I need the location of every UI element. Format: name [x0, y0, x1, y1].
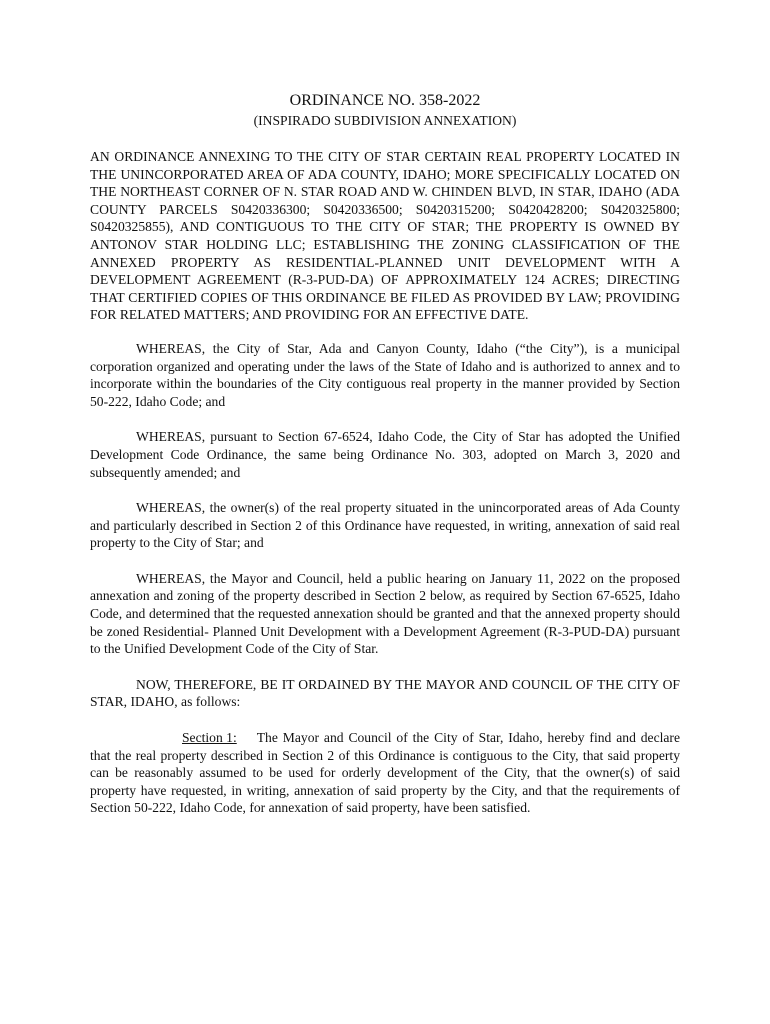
ordinance-preamble: AN ORDINANCE ANNEXING TO THE CITY OF STAR CERTAIN REAL PROPERTY LOCATED IN THE UNINCORPORATED AREA OF ADA COUNTY, IDAHO; MORE SPECIFICALLY LOCATED ON THE NORTHEAST CORNER OF N. STAR ROAD AND W. CHINDEN BLVD, IN STAR, IDAHO (ADA COUNTY PARCELS S0420336300; S0420336500; S0420315200; S0420428200; S0420325800; S0420325855), AND CONTIGUOUS TO THE CITY OF STAR; THE PROPERTY IS OWNED BY ANTONOV STAR HOLDING LLC; ESTABLISHING THE ZONING CLASSIFICATION OF THE ANNEXED PROPERTY AS RESIDENTIAL-PLANNED UNIT DEVELOPMENT WITH A DEVELOPMENT AGREEMENT (R-3-PUD-DA) OF APPROXIMATELY 124 ACRES; DIRECTING THAT CERTIFIED COPIES OF THIS ORDINANCE BE FILED AS PROVIDED BY LAW; PROVIDING FOR RELATED MATTERS; AND PROVIDING FOR AN EFFECTIVE DATE. [90, 149, 680, 323]
ordained-paragraph: NOW, THEREFORE, BE IT ORDAINED BY THE MAYOR AND COUNCIL OF THE CITY OF STAR, IDAHO, as follows: [90, 676, 680, 710]
whereas-paragraph-3: WHEREAS, the owner(s) of the real property situated in the unincorporated areas of Ada County and particularly described in Section 2 of this Ordinance have requested, in writing, annexation of said real property to the City of Star; and [90, 500, 680, 551]
whereas-paragraph-4: WHEREAS, the Mayor and Council, held a public hearing on January 11, 2022 on the proposed annexation and zoning of the property described in Section 2 below, as required by Section 67-6525, Idaho Code, and determined that the requested annexation should be granted and that the annexed property should be zoned Residential- Planned Unit Development with a Development Agreement (R-3-PUD-DA) pursuant to the Unified Development Code of the City of Star. [90, 570, 680, 657]
whereas-paragraph-2: WHEREAS, pursuant to Section 67-6524, Idaho Code, the City of Star has adopted the Unified Development Code Ordinance, the same being Ordinance No. 303, adopted on March 3, 2020 and subsequently amended; and [90, 429, 680, 480]
section-1-paragraph [90, 729, 680, 817]
document-body [90, 91, 680, 817]
ordinance-subtitle: (INSPIRADO SUBDIVISION ANNEXATION) [253, 113, 517, 128]
ordinance-title: ORDINANCE NO. 358-2022 [289, 92, 481, 109]
whereas-paragraph-1: WHEREAS, the City of Star, Ada and Canyon County, Idaho (“the City”), is a municipal corporation organized and operating under the laws of the State of Idaho and is authorized to annex and to incorporate within the boundaries of the City contiguous real property in the manner provided by Section 50-222, Idaho Code; and [90, 340, 680, 409]
section-1-text: The Mayor and Council of the City of Star, Idaho, hereby find and declare that the real property described in Section 2 of this Ordinance is contiguous to the City, that said property can be reasonably assumed to be used for orderly development of the City, that the owner(s) of said property have requested, in writing, annexation of said property by the City, and that the requirements of Section 50-222, Idaho Code, for annexation of said property, have been satisfied. [90, 730, 680, 816]
section-1-label: Section 1: [182, 730, 237, 746]
